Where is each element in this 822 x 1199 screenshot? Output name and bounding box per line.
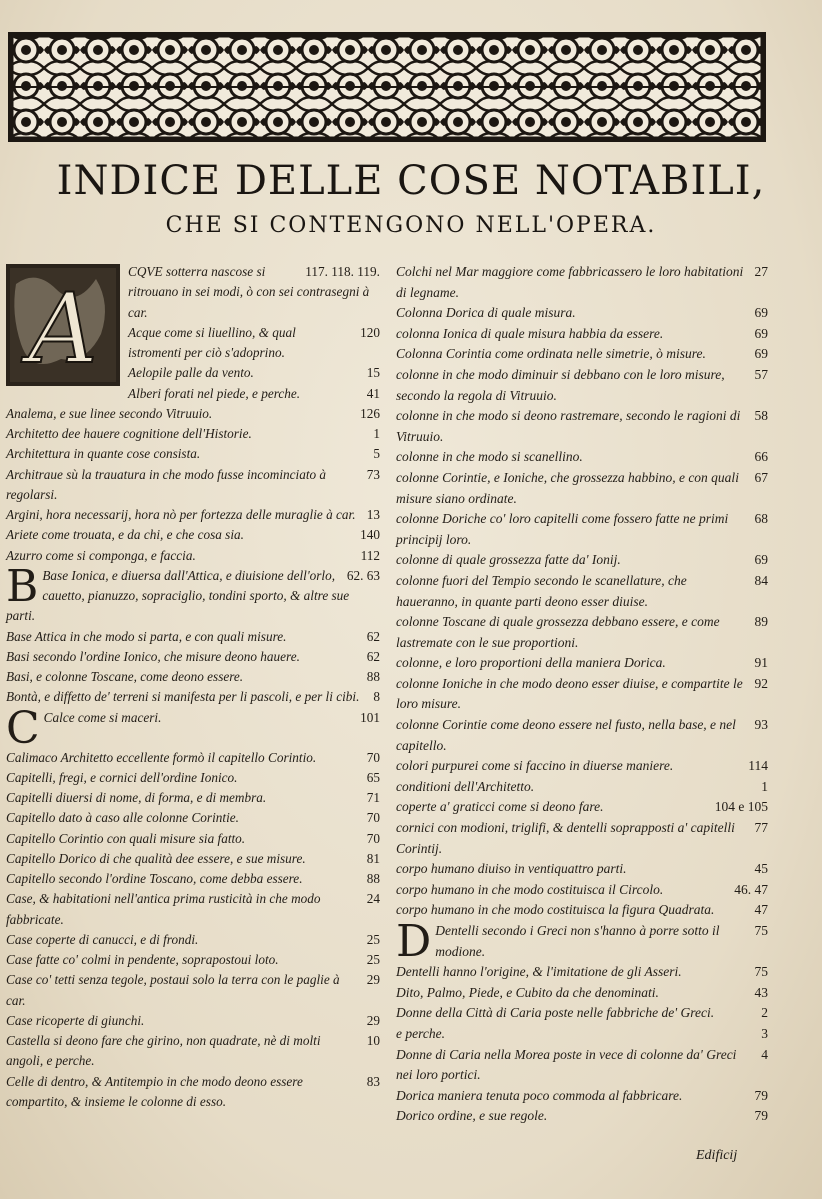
page-reference: 117. 118. 119. [305,264,380,279]
page-reference: 4 [761,1046,768,1062]
page-reference: 27 [754,264,768,279]
entry-text: Base Attica in che modo si parta, e con quali misure. [6,628,287,644]
entry-text: colonne in che modo si deono rastremare, secondo le ragioni di Vitruuio. [396,408,741,444]
page-reference: 24 [366,891,380,907]
entry-text: Aelopile palle da vento. [128,365,254,381]
index-entry [396,1106,768,1127]
page-reference: 83 [366,1073,380,1089]
page-reference: 73 [366,466,380,482]
page-reference: 70 [366,810,380,826]
entry-text: e perche. [396,1025,445,1041]
index-entry [6,262,380,323]
index-entry [396,447,768,468]
page-reference: 29 [366,972,380,988]
index-entry [396,303,768,324]
entry-text: Calimaco Architetto eccellente formò il capitello Corintio. [6,749,317,765]
page-reference: 71 [366,790,380,805]
entry-text: Dorica maniera tenuta poco commoda al fabbricare. [396,1087,683,1103]
entry-text: Architraue sù la trauatura in che modo fusse incominciato à regolarsi. [6,466,327,502]
page-reference: 66 [754,449,768,465]
index-entry [6,889,380,930]
page-reference: 29 [366,1012,380,1028]
entry-text: Argini, hora necessarij, hora nò per fortezza delle muraglie à car. [6,507,356,522]
page-reference: 62. 63 [346,567,380,583]
entry-text: coperte a' graticci come si deono fare. [396,799,604,815]
index-entry [396,797,768,818]
index-entry [6,1011,380,1031]
page-reference: 47 [754,902,768,918]
index-entry [396,715,768,756]
entry-text: colonne Toscane di quale grossezza debbano essere, e come lastremate con le sue proportioni. [396,614,720,650]
section-initial: B [6,560,39,612]
page-reference: 45 [754,861,768,877]
entry-text: Capitello Corintio con quali misure sia fatto. [6,830,246,846]
page-reference: 67 [754,469,768,485]
entry-text: Celle di dentro, & Antitempio in che modo deono essere compartito, & insieme le colonne di esso. [6,1073,303,1109]
index-entry [6,647,380,667]
index-entry [6,525,380,545]
index-entry [396,550,768,571]
entry-text: Colchi nel Mar maggiore come fabbricassero le loro habitationi di legname. [396,264,744,300]
index-entry [6,869,380,889]
page-reference: 69 [754,325,768,341]
page-reference: 140 [360,527,380,543]
page-reference: 68 [754,511,768,527]
entry-text: Dorico ordine, e sue regole. [396,1108,548,1124]
page-reference: 79 [754,1087,768,1103]
index-entry [396,674,768,715]
page-reference: 77 [754,820,768,836]
page-reference: 114 [748,758,768,774]
entry-text: Architettura in quante cose consista. [6,446,201,462]
index-entry [6,930,380,950]
page-reference: 101 [360,709,380,725]
index-entry [396,509,768,550]
index-entry [6,384,380,404]
entry-text: Calce come si maceri. [43,709,162,725]
page-reference: 120 [360,324,380,340]
entry-text: Donne della Città di Caria poste nelle fabbriche de' Greci. [396,1005,715,1021]
page-reference: 58 [754,408,768,424]
entry-text: Capitelli, fregi, e cornici dell'ordine Ionico. [6,769,238,785]
index-entry [6,627,380,647]
entry-text: Colonna Corintia come ordinata nelle simetrie, ò misure. [396,346,706,362]
page-subtitle: CHE SI CONTENGONO NELL'OPERA. [165,213,657,238]
page-reference: 88 [366,871,380,886]
section-initial: C [6,702,40,754]
section-initial: D [396,916,432,967]
page-reference: 3 [761,1025,768,1041]
index-entry [396,1045,768,1086]
index-entry [6,829,380,849]
index-entry [6,702,380,754]
page-title: INDICE DELLE COSE NOTABILI, [56,158,766,204]
ornamental-headpiece [8,32,766,142]
page-reference: 112 [360,547,380,563]
page-reference: 93 [754,717,768,733]
entry-text: colonne fuori del Tempio secondo le scanellature, che haueranno, in quante parti deono esser diuise. [396,572,687,609]
entry-text: colonne Doriche co' loro capitelli come fossero fatte ne primi principij loro. [396,511,729,547]
index-entry [6,505,380,525]
page-reference: 69 [754,552,768,568]
page-reference: 104 e 105 [714,799,768,815]
entry-text: Capitello Dorico di che qualità dee essere, e sue misure. [6,850,306,866]
entry-text: Capitello secondo l'ordine Toscano, come debba essere. [6,871,303,886]
entry-text: Capitelli diuersi di nome, di forma, e di membra. [6,790,267,805]
index-entry [396,1086,768,1107]
entry-text: cornici con modioni, triglifi, & dentelli soprapposti a' capitelli Corintij. [396,820,735,856]
entry-text: Architetto dee hauere cognitione dell'Historie. [6,426,252,441]
index-entry [396,324,768,345]
entry-text: Capitello dato à caso alle colonne Corintie. [6,810,239,826]
index-entry [6,667,380,687]
index-entry [396,1024,768,1045]
page-reference: 41 [366,385,380,401]
index-entry [6,687,380,707]
index-column-right [396,262,768,1127]
page-reference: 126 [360,405,380,421]
index-entry [396,365,768,406]
page-reference: 81 [366,850,380,866]
index-entry [396,406,768,447]
index-entry [6,444,380,464]
index-entry [396,1003,768,1024]
index-entry [6,970,380,1011]
entry-text: Case ricoperte di giunchi. [6,1012,145,1028]
index-entry [396,344,768,365]
entry-text: Analema, e sue linee secondo Vitruuio. [6,405,213,421]
index-entry [6,404,380,424]
index-entry [6,788,380,808]
entry-text: Basi secondo l'ordine Ionico, che misure deono hauere. [6,648,300,664]
page-reference: 25 [366,931,380,947]
page-reference: 1 [761,778,768,794]
page-reference: 57 [754,366,768,382]
index-entry [396,983,768,1004]
entry-text: Donne di Caria nella Morea poste in vece di colonne da' Greci nei loro portici. [396,1046,737,1083]
page-reference: 1 [373,426,380,441]
index-entry [396,653,768,674]
entry-text: colonne Corintie, e Ioniche, che grossezza habbino, e con quali misure siano ordinate. [396,469,739,506]
page-reference: 89 [754,614,768,630]
index-entry [396,571,768,612]
entry-text: Case, & habitationi nell'antica prima rusticità in che modo fabbricate. [6,891,321,927]
page-reference: 15 [366,365,380,381]
index-entry [396,777,768,798]
index-entry [6,768,380,788]
page-reference: 10 [366,1033,380,1048]
page-reference: 8 [373,689,380,705]
page-reference: 25 [366,952,380,967]
index-entry [396,880,768,901]
page-reference: 75 [754,964,768,980]
index-entry [6,808,380,828]
index-entry [396,859,768,880]
entry-text: Case fatte co' colmi in pendente, soprapostoui loto. [6,952,279,967]
page-reference: 91 [754,655,768,671]
entry-text: corpo humano in che modo costituisca il Circolo. [396,881,664,897]
index-column-left [6,262,380,1112]
page-reference: 70 [366,749,380,765]
index-entry [6,323,380,364]
entry-text: Acque come si liuellino, & qual istromenti per ciò s'adoprino. [128,324,296,360]
entry-text: colonne di quale grossezza fatte da' Ionij. [396,552,621,568]
page-reference: 65 [366,769,380,785]
page-reference: 88 [366,669,380,684]
entry-text: Azurro come si componga, e faccia. [6,547,196,563]
entry-text: conditioni dell'Architetto. [396,778,535,794]
entry-text: colonne in che modo si scanellino. [396,449,583,465]
index-entry [396,962,768,983]
page-reference: 46. 47 [734,881,768,897]
entry-text: colonne Corintie come deono essere nel fusto, nella base, e nel capitello. [396,717,736,753]
entry-text: Dentelli secondo i Greci non s'hanno à porre sotto il modione. [435,923,720,959]
entry-text: Castella si deono fare che girino, non quadrate, nè di molti angoli, e perche. [6,1033,321,1069]
entry-text: Bontà, e diffetto de' terreni si manifesta per li pascoli, e per li cibi. [6,689,360,705]
entry-text: colonne in che modo diminuir si debbano con le loro misure, secondo la regola di Vitruuio. [396,366,725,403]
page-reference: 70 [366,830,380,846]
entry-text: Case co' tetti senza tegole, postaui solo la terra con le paglie à car. [6,972,340,1008]
page-reference: 2 [761,1005,768,1021]
entry-text: Dentelli hanno l'origine, & l'imitatione de gli Asseri. [396,964,682,980]
page-reference: 13 [366,507,380,522]
entry-text: corpo humano in che modo costituisca la figura Quadrata. [396,902,715,918]
entry-text: Base Ionica, e diuersa dall'Attica, e diuisione dell'orlo, cauetto, pianuzzo, sopraciglio, tondini sporto, & altre sue parti. [6,567,350,624]
page-reference: 75 [754,923,768,938]
index-entry [6,1031,380,1072]
entry-text: Alberi forati nel piede, e perche. [128,385,301,401]
index-entry [6,950,380,970]
entry-text: colonne Ioniche in che modo deono esser diuise, e compartite le loro misure. [396,675,743,712]
entry-text: colori purpurei come si faccino in diuerse maniere. [396,758,674,774]
index-entry [6,1072,380,1113]
index-entry [6,748,380,768]
index-entry [396,468,768,509]
page-reference: 43 [754,984,768,1000]
index-entry [6,465,380,506]
entry-text: colonne, e loro proportioni della maniera Dorica. [396,655,666,671]
index-entry [396,756,768,777]
entry-text: Dito, Palmo, Piede, e Cubito da che denominati. [396,984,659,1000]
entry-text: Ariete come trouata, e da chi, e che cosa sia. [6,527,244,543]
catchword: Edificij [696,1148,738,1163]
index-entry [396,900,768,921]
index-entry [6,546,380,566]
entry-text: Case coperte di canucci, e di frondi. [6,931,199,947]
page-reference: 62 [366,628,380,644]
page-reference: 79 [754,1108,768,1124]
entry-text: corpo humano diuiso in ventiquattro parti. [396,861,627,877]
svg-text:A: A [28,273,98,385]
page-reference: 62 [366,648,380,664]
index-entry [6,560,380,627]
page-reference: 92 [754,675,768,691]
index-entry [396,916,768,967]
index-entry [6,424,380,444]
entry-text: Colonna Dorica di quale misura. [396,305,576,321]
page-reference: 69 [754,346,768,362]
index-entry [396,612,768,653]
page-reference: 84 [754,572,768,588]
page-reference: 69 [754,305,768,321]
index-entry [6,363,380,383]
index-entry [396,262,768,303]
index-entry [6,849,380,869]
index-entry [396,818,768,859]
entry-text: colonna Ionica di quale misura habbia da essere. [396,325,664,341]
page-reference: 5 [373,446,380,462]
entry-text: Basi, e colonne Toscane, come deono essere. [6,669,244,684]
entry-text: CQVE sotterra nascose si ritrouano in sei modi, ò con sei contrasegni à car. [128,264,370,320]
